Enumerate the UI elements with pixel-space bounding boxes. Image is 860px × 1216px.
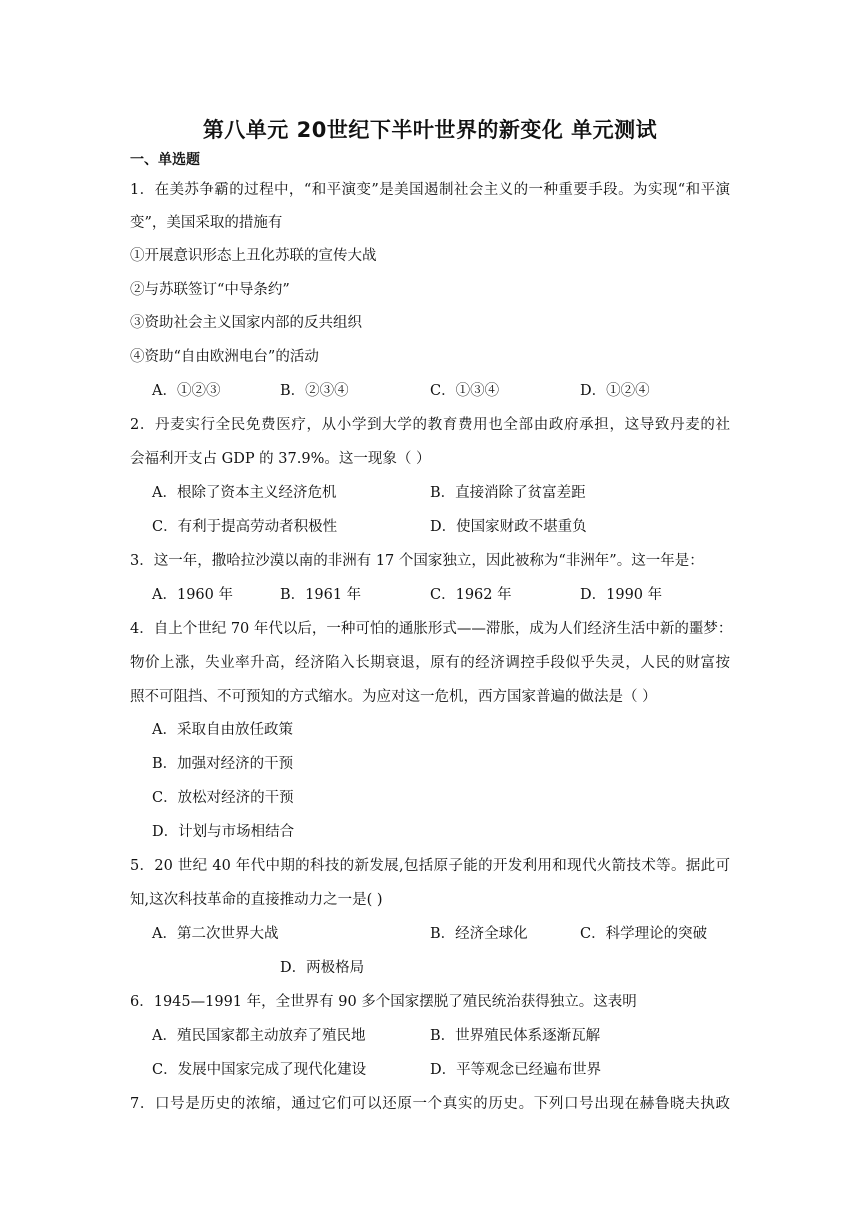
section-heading: 一、单选题	[130, 152, 200, 168]
q2-stem-line-1: 2．丹麦实行全民免费医疗，从小学到大学的教育费用也全部由政府承担，这导致丹麦的社	[130, 417, 730, 433]
q5-option-a[interactable]: A．第二次世界大战	[152, 926, 279, 942]
q4-option-c[interactable]: C．放松对经济的干预	[152, 790, 294, 806]
q4-stem-line-2: 物价上涨，失业率升高，经济陷入长期衰退，原有的经济调控手段似乎失灵，人民的财富按	[130, 655, 730, 671]
q6-option-b[interactable]: B．世界殖民体系逐渐瓦解	[430, 1028, 601, 1044]
q2-stem-line-2: 会福利开支占 GDP 的 37.9%。这一现象（ ）	[130, 451, 431, 467]
q6-option-a[interactable]: A．殖民国家都主动放弃了殖民地	[152, 1028, 366, 1044]
q4-option-a[interactable]: A．采取自由放任政策	[152, 722, 293, 738]
q5-option-d[interactable]: D．两极格局	[280, 960, 365, 976]
q6-option-c[interactable]: C．发展中国家完成了现代化建设	[152, 1062, 367, 1078]
q2-option-a[interactable]: A．根除了资本主义经济危机	[152, 485, 337, 501]
q1-option-d[interactable]: D．①②④	[580, 383, 650, 399]
q1-item-3: ③资助社会主义国家内部的反共组织	[130, 315, 362, 331]
q4-option-b[interactable]: B．加强对经济的干预	[152, 756, 294, 772]
q3-option-b[interactable]: B．1961 年	[280, 587, 362, 603]
q6-option-d[interactable]: D．平等观念已经遍布世界	[430, 1062, 602, 1078]
q1-stem-line-1: 1．在美苏争霸的过程中，“和平演变”是美国遏制社会主义的一种重要手段。为实现“和平演	[130, 182, 730, 198]
q5-option-b[interactable]: B．经济全球化	[430, 926, 528, 942]
q1-item-1: ①开展意识形态上丑化苏联的宣传大战	[130, 248, 377, 264]
q3-stem-line-1: 3．这一年，撒哈拉沙漠以南的非洲有 17 个国家独立，因此被称为“非洲年”。这一年是：	[130, 553, 704, 569]
q2-option-b[interactable]: B．直接消除了贫富差距	[430, 485, 586, 501]
q5-option-c[interactable]: C．科学理论的突破	[580, 926, 708, 942]
q1-option-b[interactable]: B．②③④	[280, 383, 349, 399]
q1-option-a[interactable]: A．①②③	[152, 383, 221, 399]
q4-stem-line-3: 照不可阻挡、不可预知的方式缩水。为应对这一危机，西方国家普遍的做法是（ ）	[130, 689, 657, 705]
q1-stem-line-2: 变”，美国采取的措施有	[130, 215, 283, 231]
q4-stem-line-1: 4．自上个世纪 70 年代以后，一种可怕的通胀形式——滞胀，成为人们经济生活中新的噩梦：	[130, 621, 733, 637]
q6-stem-line-1: 6．1945—1991 年，全世界有 90 多个国家摆脱了殖民统治获得独立。这表明	[130, 994, 637, 1010]
q3-option-d[interactable]: D．1990 年	[580, 587, 663, 603]
q3-option-a[interactable]: A．1960 年	[152, 587, 233, 603]
page-title: 第八单元 20世纪下半叶世界的新变化 单元测试	[202, 118, 658, 142]
q5-stem-line-2: 知,这次科技革命的直接推动力之一是( )	[130, 892, 383, 908]
q2-option-c[interactable]: C．有利于提高劳动者积极性	[152, 519, 338, 535]
q2-option-d[interactable]: D．使国家财政不堪重负	[430, 519, 587, 535]
q1-item-2: ②与苏联签订“中导条约”	[130, 282, 290, 298]
q5-stem-line-1: 5．20 世纪 40 年代中期的科技的新发展,包括原子能的开发利用和现代火箭技术等。据此可	[130, 858, 730, 874]
q4-option-d[interactable]: D．计划与市场相结合	[152, 824, 295, 840]
q7-stem-line-1: 7．口号是历史的浓缩，通过它们可以还原一个真实的历史。下列口号出现在赫鲁晓夫执政	[130, 1096, 730, 1112]
q3-option-c[interactable]: C．1962 年	[430, 587, 512, 603]
q1-item-4: ④资助“自由欧洲电台”的活动	[130, 349, 319, 365]
q1-option-c[interactable]: C．①③④	[430, 383, 500, 399]
